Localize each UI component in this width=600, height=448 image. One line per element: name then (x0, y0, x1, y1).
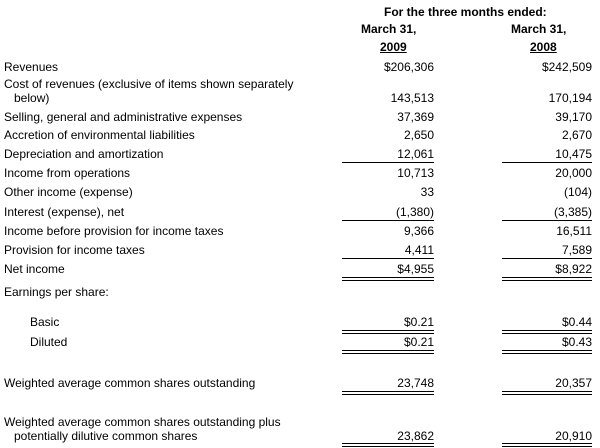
row-income-from-operations (4, 166, 600, 182)
row-label: Depreciation and amortization (4, 147, 164, 161)
row-sga (4, 110, 600, 126)
value-2009: $4,955 (397, 262, 434, 276)
period-header: For the three months ended: (384, 5, 547, 19)
row-label: Other income (expense) (4, 185, 133, 199)
total-double-rule (342, 350, 434, 354)
subtotal-rule (342, 258, 434, 259)
row-label: Selling, general and administrative expenses (4, 110, 243, 124)
row-weighted-average-diluted-shares (4, 415, 600, 445)
row-label: Income before provision for income taxes (4, 224, 224, 238)
value-2009: (1,380) (395, 205, 434, 219)
value-2008: 20,910 (555, 429, 592, 443)
value-2009: $206,306 (383, 60, 434, 74)
row-interest (4, 205, 600, 221)
value-2008: 20,000 (555, 166, 592, 180)
total-double-rule (342, 391, 434, 395)
row-label-continued: below) (14, 91, 50, 105)
value-2008: $8,922 (555, 262, 592, 276)
row-label: Weighted average common shares outstanding plus (4, 415, 281, 429)
value-2009: 37,369 (397, 110, 434, 124)
row-accretion (4, 128, 600, 144)
value-2008: 7,589 (561, 243, 592, 257)
row-label: Net income (4, 262, 65, 276)
value-2009: $0.21 (403, 315, 434, 329)
value-2009: 33 (420, 185, 434, 199)
total-double-rule (342, 330, 434, 334)
value-2008: 170,194 (548, 91, 592, 105)
value-2008: (104) (563, 185, 592, 199)
value-2008: 16,511 (556, 224, 592, 238)
value-2008: $242,509 (541, 60, 592, 74)
row-net-income (4, 262, 600, 278)
row-label: Cost of revenues (exclusive of items shown separately (4, 77, 294, 91)
value-2008: 2,670 (561, 128, 592, 142)
total-double-rule (502, 350, 592, 354)
total-double-rule (502, 330, 592, 334)
row-label: Interest (expense), net (4, 205, 125, 219)
value-2008: (3,385) (553, 205, 592, 219)
value-2009: 10,713 (397, 166, 434, 180)
total-double-rule (502, 443, 592, 447)
row-other-income (4, 185, 600, 201)
row-weighted-average-shares (4, 376, 600, 392)
value-2009: 12,061 (397, 147, 434, 161)
row-eps-basic (4, 315, 600, 331)
row-label: Weighted average common shares outstanding (4, 376, 256, 390)
row-depreciation (4, 147, 600, 163)
row-label: Diluted (30, 335, 68, 349)
row-revenues (4, 60, 600, 76)
col-2009-header-year: 2009 (380, 40, 407, 54)
row-label: Revenues (4, 60, 59, 74)
total-double-rule (502, 277, 592, 281)
value-2009: 9,366 (403, 224, 434, 238)
value-2008: 10,475 (555, 147, 592, 161)
row-eps-diluted (4, 335, 600, 351)
total-double-rule (502, 391, 592, 395)
row-income-before-taxes (4, 224, 600, 240)
subtotal-rule (502, 220, 592, 221)
row-label: Accretion of environmental liabilities (4, 128, 195, 142)
value-2009: 4,411 (404, 243, 434, 257)
subtotal-rule (502, 162, 592, 163)
row-label-continued: potentially dilutive common shares (14, 429, 198, 443)
value-2008: 39,170 (555, 110, 592, 124)
value-2008: $0.44 (561, 315, 592, 329)
row-eps-heading (4, 285, 600, 301)
subtotal-rule (342, 220, 434, 221)
col-2008-header-line1: March 31, (511, 22, 567, 36)
subtotal-rule (342, 162, 434, 163)
value-2009: 23,862 (397, 429, 434, 443)
col-2008-header-year: 2008 (530, 40, 557, 54)
subtotal-rule (502, 258, 592, 259)
row-cost-of-revenues (4, 77, 600, 107)
total-double-rule (342, 277, 434, 281)
value-2009: 23,748 (397, 376, 434, 390)
value-2009: 143,513 (390, 91, 434, 105)
value-2009: $0.21 (403, 335, 434, 349)
total-double-rule (342, 443, 434, 447)
row-label: Income from operations (4, 166, 131, 180)
value-2009: 2,650 (403, 128, 434, 142)
row-label: Provision for income taxes (4, 243, 145, 257)
row-label: Earnings per share: (4, 285, 109, 299)
value-2008: 20,357 (555, 376, 592, 390)
col-2009-header-line1: March 31, (361, 22, 417, 36)
row-label: Basic (30, 315, 60, 329)
row-provision-for-taxes (4, 243, 600, 259)
value-2008: $0.43 (561, 335, 592, 349)
